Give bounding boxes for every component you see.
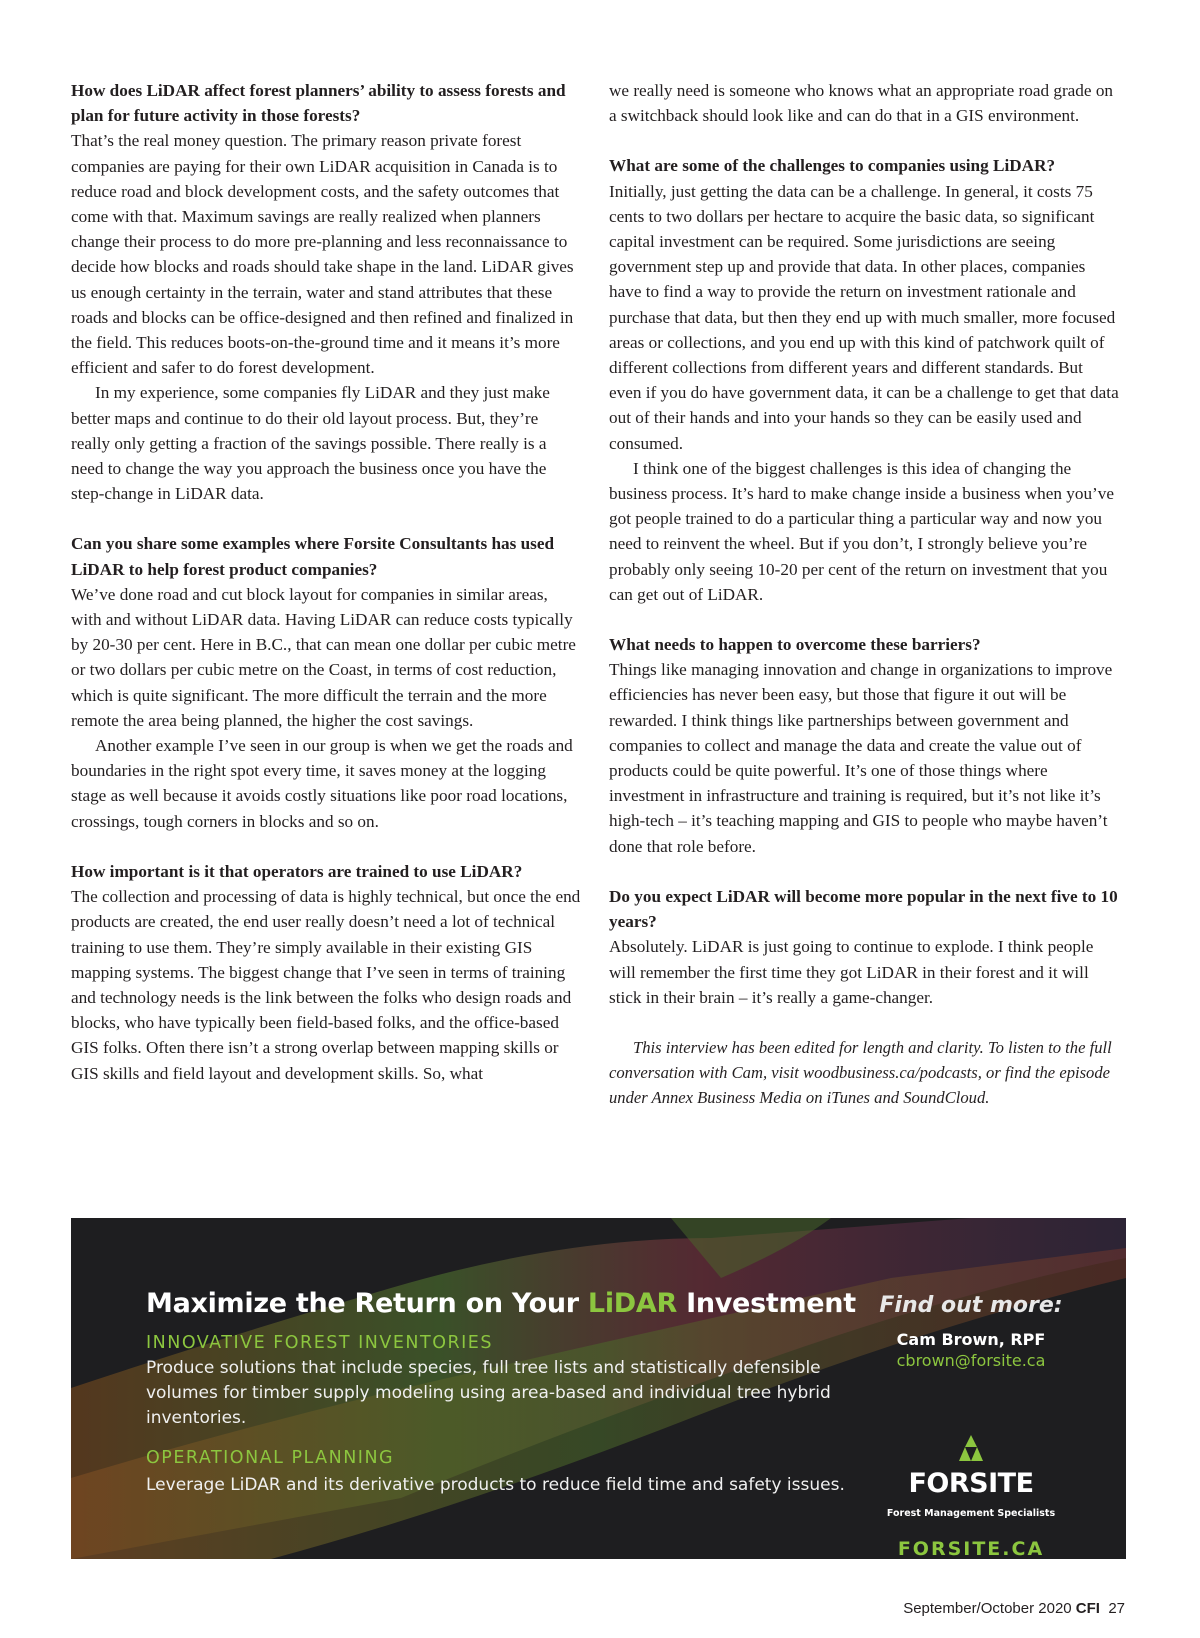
forsite-logo <box>871 1293 1071 1559</box>
logo-tagline: Forest Management Specialists <box>886 1508 1056 1519</box>
logo-wordmark: FORSITE <box>908 1468 1034 1499</box>
answer-paragraph: Initially, just getting the data can be a challenge. In general, it costs 75 cents to two dollars per hectare to acquire the basic data, so significant capital investment can be required. Some jurisdictions are seeing government step up and provide that data. In other places, companies have to find a way to provide the return on investment rationale and purchase that data, but then they end up with much smaller, more focused areas or collections, and you end up with this kind of patchwork quilt of different collections from different years and different standards. But even if you do have government data, it can be a challenge to get that data out of their hands and into your hands so they can be easily used and consumed. <box>609 181 1119 453</box>
answer-paragraph: Things like managing innovation and change in organizations to improve efficiencies has never been easy, but those that figure it out will be rewarded. I think things like partnerships between government and companies to collect and manage the data and create the value out of products could be quite powerful. It’s one of those things where investment in infrastructure and training is required, but it’s not like it’s high-tech – it’s teaching mapping and GIS to people who maybe haven’t done that role before. <box>609 660 1113 856</box>
ad-text: Leverage LiDAR and its derivative products to reduce field time and safety issues. <box>146 1475 845 1495</box>
ad-text: Produce solutions that include species, full tree lists and statistically defensible volumes for timber supply modeling using area-based and individual tree hybrid inventories. <box>146 1358 831 1428</box>
find-out-more: Find out more: <box>879 1293 1063 1318</box>
editor-note: This interview has been edited for length and clarity. To listen to the full conversation with Cam, visit woodbusiness.ca/podcasts, or find the episode under Annex Business Media on iTunes and SoundCloud. <box>609 1037 1112 1108</box>
question-heading: How does LiDAR affect forest planners’ ability to assess forests and plan for future activity in those forests? <box>71 81 566 126</box>
answer-paragraph: I think one of the biggest challenges is this idea of changing the business process. It’s hard to make change inside a business when you’ve got people trained to do a particular thing a particular way and now you need to reinvent the wheel. But if you don’t, I strongly believe you’re probably only seeing 10-20 per cent of the return on investment that you can get out of LiDAR. <box>609 458 1115 604</box>
question-heading: Can you share some examples where Forsite Consultants has used LiDAR to help forest product companies? <box>71 534 555 579</box>
question-heading: How important is it that operators are trained to use LiDAR? <box>71 861 523 881</box>
page-footer: September/October 2020 CFI 27 <box>903 1600 1125 1617</box>
tree-logo-icon <box>951 1433 991 1463</box>
answer-paragraph: The collection and processing of data is highly technical, but once the end products are created, the end user really doesn’t need a lot of technical training to use them. They’re simply available in their existing GIS mapping systems. The biggest change that I’ve seen in terms of training and technology needs is the link between the folks who design roads and blocks, who have typically been field-based folks, and the office-based GIS folks. Often there isn’t a strong overlap between mapping skills or GIS skills and field layout and development skills. So, what <box>71 887 581 1083</box>
answer-paragraph: we really need is someone who knows what an appropriate road grade on a switchback should look like and can do that in a GIS environment. <box>609 81 1114 126</box>
right-column <box>609 78 1119 1111</box>
answer-paragraph: We’ve done road and cut block layout for companies in similar areas, with and without LiDAR data. Having LiDAR can reduce costs typically by 20-30 per cent. Here in B.C., that can mean one dollar per cubic metre or two dollars per cubic metre on the Coast, in terms of cost reduction, which is quite significant. The more difficult the terrain and the more remote the area being planned, the higher the cost savings. <box>71 584 576 730</box>
question-heading: Do you expect LiDAR will become more popular in the next five to 10 years? <box>609 886 1118 932</box>
answer-paragraph: In my experience, some companies fly LiDAR and they just make better maps and continue to do their old layout process. But, they’re really only getting a fraction of the savings possible. There really is a need to change the way you approach the business once you have the step-change in LiDAR data. <box>71 383 550 504</box>
logo-url[interactable]: FORSITE.CA <box>897 1538 1045 1559</box>
contact-name: Cam Brown, RPF <box>896 1330 1046 1349</box>
answer-paragraph: That’s the real money question. The primary reason private forest companies are paying for their own LiDAR acquisition in Canada is to reduce road and block development costs, and the safety outcomes that come with that. Maximum savings are really realized when planners change their process to do more pre-planning and less reconnaissance to decide how blocks and roads should take shape in the land. LiDAR gives us enough certainty in the terrain, water and stand attributes that these roads and blocks can be office-designed and then refined and finalized in the field. This reduces boots-on-the-ground time and it means it’s more efficient and safer to do forest development. <box>71 131 574 378</box>
answer-paragraph: Another example I’ve seen in our group is when we get the roads and boundaries in the right spot every time, it saves money at the logging stage as well because it avoids costly situations like poor road locations, crossings, tough corners in blocks and so on. <box>71 736 573 831</box>
forsite-advertisement <box>71 1218 1126 1559</box>
ad-title: Maximize the Return on Your LiDAR Investment <box>146 1288 856 1319</box>
ad-subheading: INNOVATIVE FOREST INVENTORIES <box>146 1333 493 1353</box>
left-column <box>71 78 581 1086</box>
question-heading: What are some of the challenges to companies using LiDAR? <box>609 156 1056 176</box>
ad-subheading: OPERATIONAL PLANNING <box>146 1448 395 1468</box>
question-heading: What needs to happen to overcome these barriers? <box>609 635 981 655</box>
contact-email[interactable]: cbrown@forsite.ca <box>896 1351 1046 1370</box>
answer-paragraph: Absolutely. LiDAR is just going to continue to explode. I think people will remember the first time they got LiDAR in their forest and it will stick in their brain – it’s really a game-changer. <box>609 937 1094 1007</box>
